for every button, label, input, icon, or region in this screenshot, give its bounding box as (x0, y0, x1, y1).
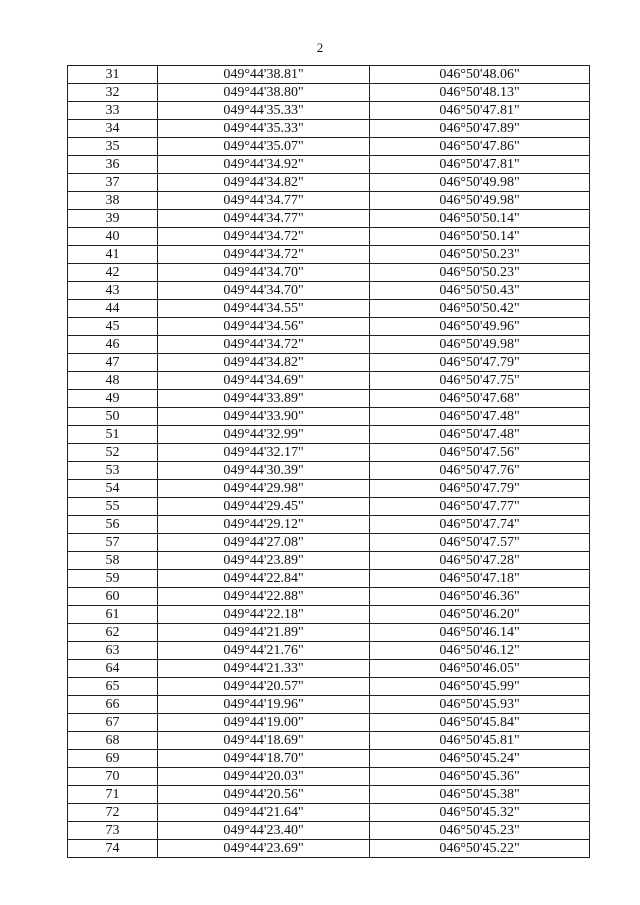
table-row (68, 174, 590, 192)
table-row (68, 336, 590, 354)
latitude-cell: 049°44'34.82" (158, 354, 370, 372)
latitude-cell: 049°44'35.33" (158, 102, 370, 120)
point-number-cell: 43 (68, 282, 158, 300)
longitude-cell: 046°50'47.79" (370, 480, 590, 498)
latitude-cell: 049°44'34.72" (158, 336, 370, 354)
table-row (68, 426, 590, 444)
table-row (68, 282, 590, 300)
longitude-cell: 046°50'47.18" (370, 570, 590, 588)
longitude-cell: 046°50'49.98" (370, 336, 590, 354)
table-row (68, 156, 590, 174)
latitude-cell: 049°44'21.64" (158, 804, 370, 822)
point-number-cell: 57 (68, 534, 158, 552)
latitude-cell: 049°44'30.39" (158, 462, 370, 480)
point-number-cell: 60 (68, 588, 158, 606)
coordinates-table (67, 65, 590, 858)
point-number-cell: 44 (68, 300, 158, 318)
table-row (68, 138, 590, 156)
latitude-cell: 049°44'20.57" (158, 678, 370, 696)
latitude-cell: 049°44'29.45" (158, 498, 370, 516)
table-row (68, 732, 590, 750)
point-number-cell: 46 (68, 336, 158, 354)
latitude-cell: 049°44'29.12" (158, 516, 370, 534)
longitude-cell: 046°50'50.14" (370, 210, 590, 228)
point-number-cell: 32 (68, 84, 158, 102)
latitude-cell: 049°44'38.80" (158, 84, 370, 102)
latitude-cell: 049°44'33.89" (158, 390, 370, 408)
longitude-cell: 046°50'47.48" (370, 408, 590, 426)
longitude-cell: 046°50'45.38" (370, 786, 590, 804)
table-row (68, 246, 590, 264)
table-row (68, 462, 590, 480)
longitude-cell: 046°50'47.81" (370, 102, 590, 120)
latitude-cell: 049°44'34.77" (158, 210, 370, 228)
longitude-cell: 046°50'45.23" (370, 822, 590, 840)
point-number-cell: 69 (68, 750, 158, 768)
point-number-cell: 49 (68, 390, 158, 408)
longitude-cell: 046°50'45.93" (370, 696, 590, 714)
point-number-cell: 63 (68, 642, 158, 660)
table-row (68, 498, 590, 516)
point-number-cell: 72 (68, 804, 158, 822)
point-number-cell: 34 (68, 120, 158, 138)
latitude-cell: 049°44'20.03" (158, 768, 370, 786)
point-number-cell: 42 (68, 264, 158, 282)
table-row (68, 696, 590, 714)
table-row (68, 102, 590, 120)
table-row (68, 516, 590, 534)
point-number-cell: 41 (68, 246, 158, 264)
table-row (68, 804, 590, 822)
latitude-cell: 049°44'19.96" (158, 696, 370, 714)
latitude-cell: 049°44'34.56" (158, 318, 370, 336)
latitude-cell: 049°44'21.76" (158, 642, 370, 660)
table-row (68, 66, 590, 84)
longitude-cell: 046°50'47.28" (370, 552, 590, 570)
table-row (68, 642, 590, 660)
latitude-cell: 049°44'23.89" (158, 552, 370, 570)
point-number-cell: 54 (68, 480, 158, 498)
latitude-cell: 049°44'38.81" (158, 66, 370, 84)
point-number-cell: 36 (68, 156, 158, 174)
longitude-cell: 046°50'45.24" (370, 750, 590, 768)
latitude-cell: 049°44'34.72" (158, 228, 370, 246)
table-row (68, 120, 590, 138)
longitude-cell: 046°50'45.36" (370, 768, 590, 786)
point-number-cell: 47 (68, 354, 158, 372)
point-number-cell: 55 (68, 498, 158, 516)
latitude-cell: 049°44'34.92" (158, 156, 370, 174)
longitude-cell: 046°50'46.14" (370, 624, 590, 642)
table-row (68, 750, 590, 768)
point-number-cell: 51 (68, 426, 158, 444)
longitude-cell: 046°50'48.13" (370, 84, 590, 102)
table-row (68, 840, 590, 858)
point-number-cell: 37 (68, 174, 158, 192)
latitude-cell: 049°44'34.70" (158, 282, 370, 300)
latitude-cell: 049°44'34.69" (158, 372, 370, 390)
point-number-cell: 61 (68, 606, 158, 624)
longitude-cell: 046°50'47.86" (370, 138, 590, 156)
point-number-cell: 65 (68, 678, 158, 696)
point-number-cell: 50 (68, 408, 158, 426)
table-row (68, 210, 590, 228)
longitude-cell: 046°50'47.89" (370, 120, 590, 138)
longitude-cell: 046°50'50.42" (370, 300, 590, 318)
latitude-cell: 049°44'35.33" (158, 120, 370, 138)
longitude-cell: 046°50'46.12" (370, 642, 590, 660)
point-number-cell: 67 (68, 714, 158, 732)
latitude-cell: 049°44'34.70" (158, 264, 370, 282)
latitude-cell: 049°44'20.56" (158, 786, 370, 804)
table-row (68, 264, 590, 282)
latitude-cell: 049°44'22.84" (158, 570, 370, 588)
table-row (68, 354, 590, 372)
table-row (68, 768, 590, 786)
page-number: 2 (316, 40, 324, 55)
latitude-cell: 049°44'27.08" (158, 534, 370, 552)
longitude-cell: 046°50'49.98" (370, 174, 590, 192)
latitude-cell: 049°44'33.90" (158, 408, 370, 426)
table-row (68, 480, 590, 498)
latitude-cell: 049°44'34.72" (158, 246, 370, 264)
point-number-cell: 45 (68, 318, 158, 336)
longitude-cell: 046°50'47.48" (370, 426, 590, 444)
longitude-cell: 046°50'50.23" (370, 246, 590, 264)
table-row (68, 606, 590, 624)
table-row (68, 192, 590, 210)
point-number-cell: 64 (68, 660, 158, 678)
point-number-cell: 73 (68, 822, 158, 840)
longitude-cell: 046°50'45.32" (370, 804, 590, 822)
point-number-cell: 53 (68, 462, 158, 480)
point-number-cell: 62 (68, 624, 158, 642)
longitude-cell: 046°50'47.77" (370, 498, 590, 516)
point-number-cell: 33 (68, 102, 158, 120)
table-row (68, 624, 590, 642)
point-number-cell: 56 (68, 516, 158, 534)
latitude-cell: 049°44'21.89" (158, 624, 370, 642)
longitude-cell: 046°50'50.23" (370, 264, 590, 282)
latitude-cell: 049°44'34.55" (158, 300, 370, 318)
longitude-cell: 046°50'50.14" (370, 228, 590, 246)
longitude-cell: 046°50'47.76" (370, 462, 590, 480)
table-row (68, 408, 590, 426)
table-row (68, 444, 590, 462)
coordinates-table-body (68, 66, 590, 858)
longitude-cell: 046°50'49.96" (370, 318, 590, 336)
longitude-cell: 046°50'45.84" (370, 714, 590, 732)
table-row (68, 228, 590, 246)
table-row (68, 372, 590, 390)
latitude-cell: 049°44'22.18" (158, 606, 370, 624)
point-number-cell: 48 (68, 372, 158, 390)
longitude-cell: 046°50'47.74" (370, 516, 590, 534)
longitude-cell: 046°50'46.20" (370, 606, 590, 624)
table-row (68, 588, 590, 606)
latitude-cell: 049°44'18.70" (158, 750, 370, 768)
longitude-cell: 046°50'47.81" (370, 156, 590, 174)
latitude-cell: 049°44'34.77" (158, 192, 370, 210)
table-row (68, 714, 590, 732)
longitude-cell: 046°50'46.36" (370, 588, 590, 606)
table-row (68, 660, 590, 678)
point-number-cell: 66 (68, 696, 158, 714)
point-number-cell: 39 (68, 210, 158, 228)
table-row (68, 318, 590, 336)
point-number-cell: 52 (68, 444, 158, 462)
table-row (68, 534, 590, 552)
point-number-cell: 70 (68, 768, 158, 786)
longitude-cell: 046°50'47.57" (370, 534, 590, 552)
latitude-cell: 049°44'21.33" (158, 660, 370, 678)
latitude-cell: 049°44'34.82" (158, 174, 370, 192)
point-number-cell: 74 (68, 840, 158, 858)
table-row (68, 822, 590, 840)
table-row (68, 300, 590, 318)
latitude-cell: 049°44'18.69" (158, 732, 370, 750)
latitude-cell: 049°44'32.99" (158, 426, 370, 444)
table-row (68, 570, 590, 588)
longitude-cell: 046°50'46.05" (370, 660, 590, 678)
latitude-cell: 049°44'19.00" (158, 714, 370, 732)
latitude-cell: 049°44'29.98" (158, 480, 370, 498)
longitude-cell: 046°50'45.81" (370, 732, 590, 750)
point-number-cell: 35 (68, 138, 158, 156)
longitude-cell: 046°50'49.98" (370, 192, 590, 210)
latitude-cell: 049°44'22.88" (158, 588, 370, 606)
point-number-cell: 68 (68, 732, 158, 750)
latitude-cell: 049°44'32.17" (158, 444, 370, 462)
longitude-cell: 046°50'45.99" (370, 678, 590, 696)
longitude-cell: 046°50'48.06" (370, 66, 590, 84)
latitude-cell: 049°44'23.40" (158, 822, 370, 840)
point-number-cell: 38 (68, 192, 158, 210)
table-row (68, 552, 590, 570)
longitude-cell: 046°50'45.22" (370, 840, 590, 858)
latitude-cell: 049°44'35.07" (158, 138, 370, 156)
table-row (68, 84, 590, 102)
longitude-cell: 046°50'47.75" (370, 372, 590, 390)
table-row (68, 390, 590, 408)
longitude-cell: 046°50'47.68" (370, 390, 590, 408)
table-row (68, 786, 590, 804)
table-row (68, 678, 590, 696)
latitude-cell: 049°44'23.69" (158, 840, 370, 858)
point-number-cell: 31 (68, 66, 158, 84)
longitude-cell: 046°50'47.79" (370, 354, 590, 372)
longitude-cell: 046°50'47.56" (370, 444, 590, 462)
point-number-cell: 40 (68, 228, 158, 246)
longitude-cell: 046°50'50.43" (370, 282, 590, 300)
point-number-cell: 71 (68, 786, 158, 804)
point-number-cell: 59 (68, 570, 158, 588)
point-number-cell: 58 (68, 552, 158, 570)
